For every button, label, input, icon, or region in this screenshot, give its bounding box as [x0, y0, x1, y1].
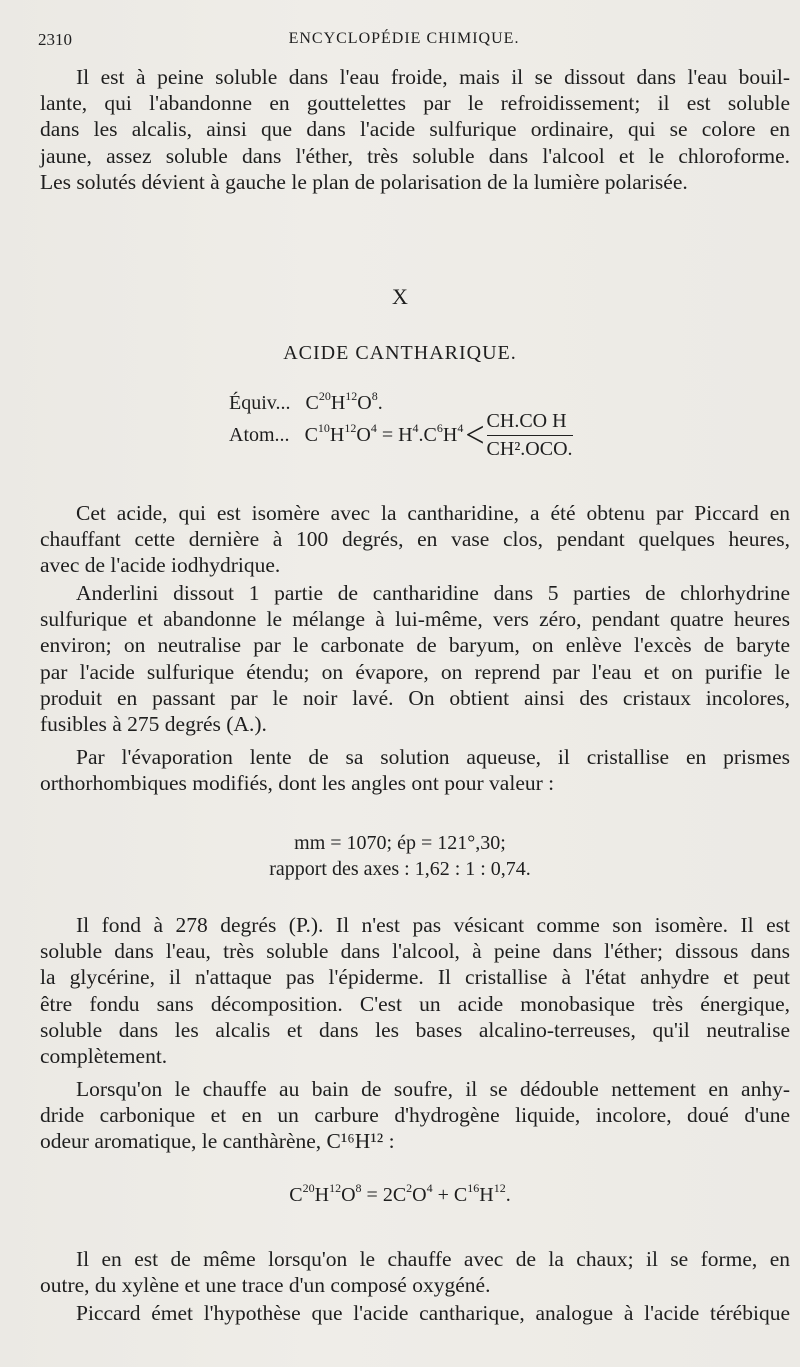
text-line: chauffant cette dernière à 100 degrés, en vase clos, pendant quelques heures,	[40, 527, 790, 552]
paragraph-lime	[40, 1246, 790, 1298]
page-number: 2310	[38, 30, 72, 49]
text-line: fusibles à 275 degrés (A.).	[40, 712, 267, 737]
paragraph-evaporation	[40, 744, 790, 796]
text-line: par l'acide sulfurique étendu; on évapore, on reprend par l'eau et on purifie le	[40, 659, 790, 684]
text-line: avec de l'acide iodhydrique.	[40, 553, 281, 578]
section-numeral: X	[392, 284, 408, 309]
text-line: soluble dans les alcalis et dans les bases alcalino-terreuses, qu'il neutralise	[40, 1017, 790, 1042]
page-header	[38, 30, 770, 54]
text-line: odeur aromatique, le canthàrène, C¹⁶H¹² :	[40, 1129, 395, 1154]
section-title: ACIDE CANTHARIQUE.	[283, 342, 517, 364]
atom-formula: Atom... $C^{10}H^{12}O^4 = H^4.C^6H^4<$ $\frac{\text{CH.CO H}}{\text{CH².OCO.}}$	[229, 410, 573, 460]
paragraph-sulfur-bath	[40, 1076, 790, 1155]
text-line: dans les alcalis, ainsi que dans l'acide sulfurique ordinaire, qui se colore en	[40, 117, 790, 142]
atom-label: Atom...	[229, 424, 290, 446]
text-line: Les solutés dévient à gauche le plan de polarisation de la lumière polarisée.	[40, 169, 688, 194]
text-line: produit en passant par le noir lavé. On obtient ainsi des cristaux incolores,	[40, 685, 790, 710]
paragraph-properties	[40, 912, 790, 1069]
text-line: dride carbonique et en un carbure d'hydrogène liquide, incolore, doué d'une	[40, 1103, 790, 1128]
paragraph-solubility	[40, 64, 790, 195]
text-line: soluble dans l'eau, très soluble dans l'alcool, à peine dans l'éther; dissous dans	[40, 939, 790, 964]
text-line: Il fond à 278 degrés (P.). Il n'est pas vésicant comme son isomère. Il est	[76, 913, 790, 937]
text-line: être fondu sans décomposition. C'est un acide monobasique très énergique,	[40, 991, 790, 1016]
text-line: Il en est de même lorsqu'on le chauffe avec de la chaux; il se forme, en	[76, 1247, 790, 1271]
ch-co-h: CH.CO H	[487, 410, 573, 436]
equiv-label: Équiv...	[229, 392, 291, 414]
equiv-formula: Équiv... $C^{20}H^{12}O^8$.	[229, 389, 383, 414]
text-line: la glycérine, il n'attaque pas l'épiderme. Il cristallise à l'état anhydre et peut	[40, 965, 790, 990]
ch2-oco: CH².OCO.	[486, 438, 573, 460]
angles-line-2: rapport des axes : 1,62 : 1 : 0,74.	[269, 858, 531, 880]
text-line: jaune, assez soluble dans l'éther, très soluble dans l'alcool et le chloroforme.	[40, 143, 790, 168]
text-line: orthorhombiques modifiés, dont les angles ont pour valeur :	[40, 771, 555, 796]
text-line: Il est à peine soluble dans l'eau froide, mais il se dissout dans l'eau bouil-	[76, 65, 790, 89]
text-line: outre, du xylène et une trace d'un composé oxygéné.	[40, 1273, 491, 1298]
text-line: Par l'évaporation lente de sa solution aqueuse, il cristallise en prismes	[76, 745, 790, 769]
text-line: Piccard émet l'hypothèse que l'acide cantharique, analogue à l'acide térébique	[76, 1301, 790, 1325]
paragraph-anderlini	[40, 580, 790, 737]
text-line: sulfurique et abandonne le mélange à lui-même, vers zéro, pendant quatre heures	[40, 607, 790, 632]
text-line: Anderlini dissout 1 partie de cantharidine dans 5 parties de chlorhydrine	[76, 581, 790, 605]
text-line: Lorsqu'on le chauffe au bain de soufre, il se dédouble nettement en anhy-	[76, 1077, 790, 1101]
paragraph-preparation	[40, 500, 790, 579]
reaction-equation: $C^{20}H^{12}O^8 = 2C^2O^4 + C^{16}H^{12}$.	[289, 1181, 511, 1206]
text-line: lante, qui l'abandonne en gouttelettes par le refroidissement; il est soluble	[40, 91, 790, 116]
text-line: complètement.	[40, 1044, 168, 1069]
text-line: Cet acide, qui est isomère avec la cantharidine, a été obtenu par Piccard en	[76, 501, 790, 525]
structure-fraction	[487, 410, 573, 461]
angles-line-1: mm = 1070; ép = 121°,30;	[294, 832, 506, 854]
bracket-symbol: <	[465, 414, 485, 456]
running-title: ENCYCLOPÉDIE CHIMIQUE.	[288, 30, 520, 47]
text-line: environ; on neutralise par le carbonate de baryum, on enlève l'excès de baryte	[40, 633, 790, 658]
paragraph-piccard	[40, 1300, 790, 1326]
